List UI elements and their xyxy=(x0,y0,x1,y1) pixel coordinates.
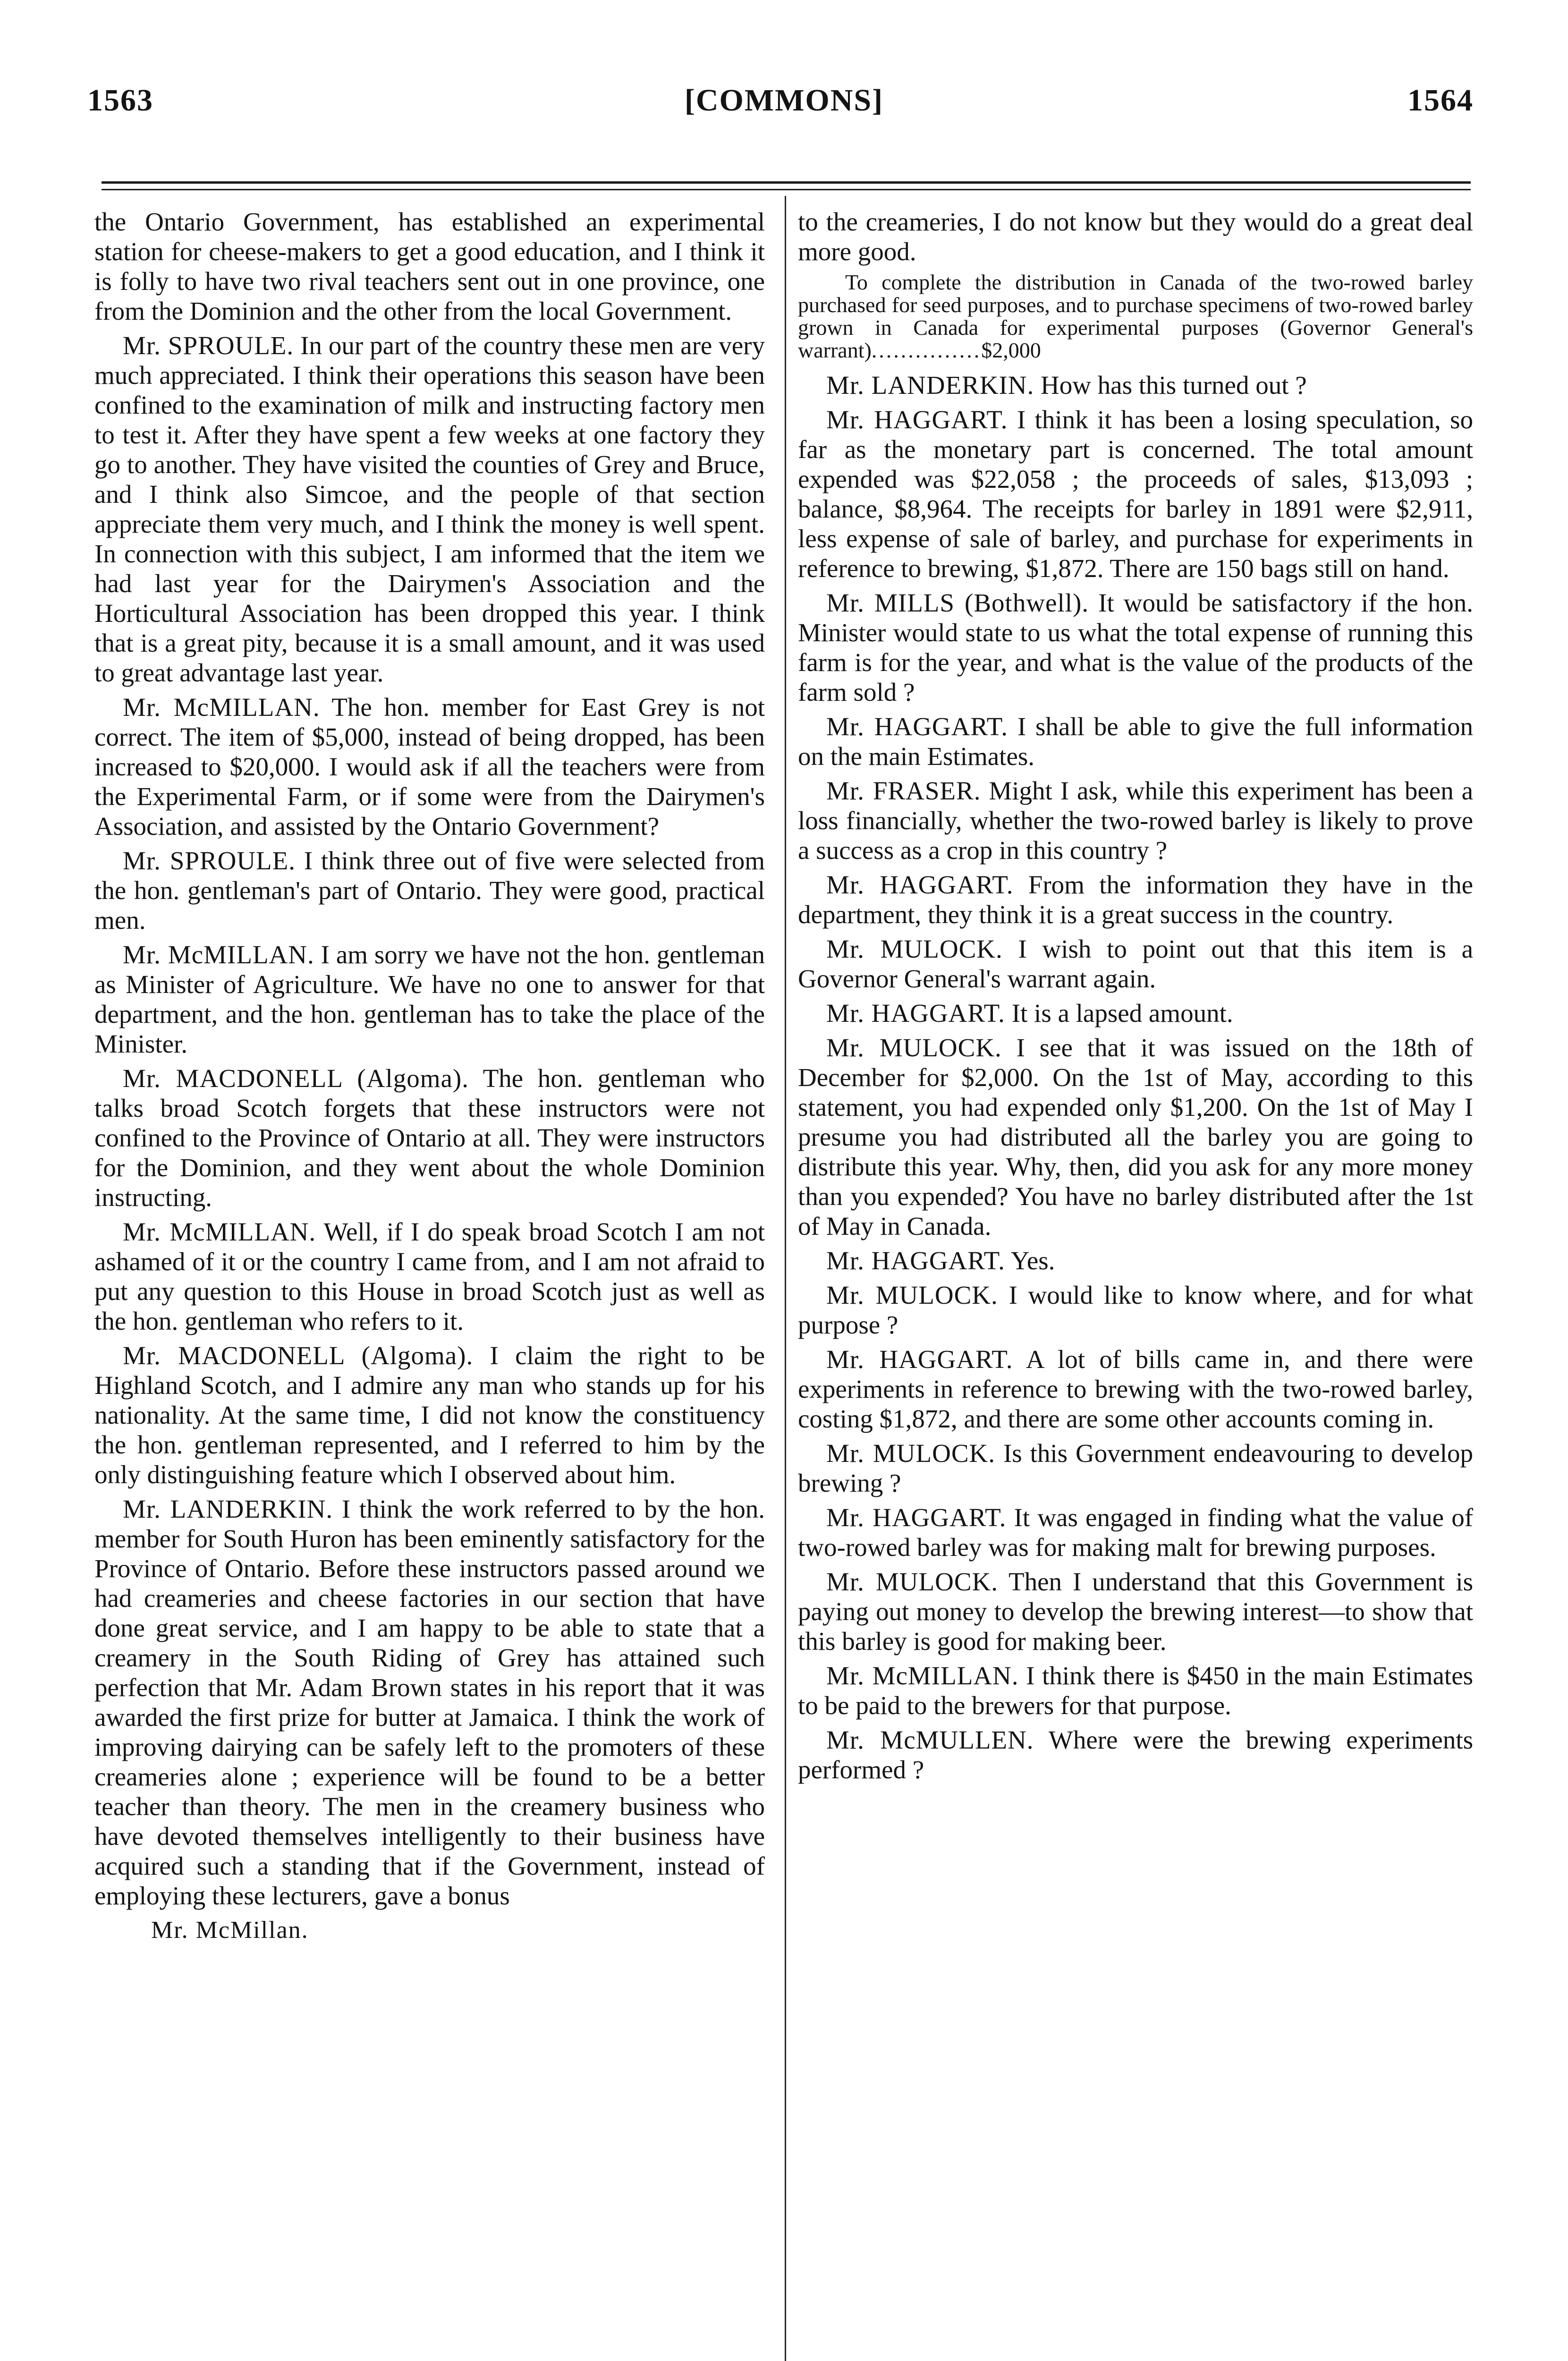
speech-paragraph xyxy=(94,692,765,841)
speaker-name: Mr. HAGGART. xyxy=(826,712,1009,741)
speech-text: Where were the brewing experiments performed ? xyxy=(798,1725,1473,1784)
leader-dots: ............... xyxy=(871,338,982,362)
speech-paragraph xyxy=(798,1280,1473,1340)
header-rule-thin xyxy=(102,189,1471,190)
speaker-name: Mr. McMILLAN. xyxy=(123,693,320,722)
speaker-name: Mr. McMILLAN. xyxy=(123,940,314,969)
speech-text: In our part of the country these men are very much appreciated. I think their operations this season have been confined to the examination of milk and instructing factory men to test it. After they have spent a few weeks at one factory they go to another. They have visited the counties of Grey and Bruce, and I think also Simcoe, and the people of that section appreciate them very much, and I think the money is well spent. In connection with this subject, I am informed that the item we had last year for the Dairymen's Association and the Horticultural Association has been dropped this year. I think that is a great pity, because it is a small amount, and it was used to great advantage last year. xyxy=(94,331,765,687)
speech-paragraph xyxy=(94,1063,765,1212)
speech-paragraph xyxy=(798,1344,1473,1434)
speech-text: It was engaged in finding what the value of two-rowed barley was for making malt for brewing purposes. xyxy=(798,1503,1473,1562)
speaker-name: Mr. HAGGART. xyxy=(826,870,1014,899)
speech-paragraph xyxy=(798,1567,1473,1656)
right-page-number: 1564 xyxy=(1407,83,1474,118)
speaker-name: Mr. LANDERKIN. xyxy=(826,371,1034,399)
speech-text: The hon. gentleman who talks broad Scotch forgets that these instructors were not confined to the Province of Ontario at all. They were instructors for the Dominion, and they went about the whole Dominion instructing. xyxy=(94,1064,765,1212)
speech-text: Yes. xyxy=(1010,1246,1055,1275)
speaker-name: Mr. MULOCK. xyxy=(826,934,1003,963)
speech-paragraph xyxy=(798,370,1473,400)
speech-text: I claim the right to be Highland Scotch, and I admire any man who stands up for his nationality. At the same time, I did not know the constituency the hon. gentleman represented, and I referred to him by the only distinguishing feature which I observed about him. xyxy=(94,1341,765,1489)
column-divider xyxy=(785,196,786,2361)
speech-paragraph xyxy=(798,405,1473,583)
speech-paragraph xyxy=(798,1661,1473,1720)
speech-paragraph xyxy=(798,712,1473,771)
speech-paragraph xyxy=(798,588,1473,707)
speech-paragraph xyxy=(94,331,765,688)
speaker-name: Mr. MULOCK. xyxy=(826,1439,995,1468)
speech-paragraph xyxy=(94,1217,765,1336)
speaker-name: Mr. MULOCK. xyxy=(826,1567,998,1596)
speaker-name: Mr. McMILLAN. xyxy=(826,1661,1019,1690)
speech-paragraph xyxy=(798,1246,1473,1275)
speech-paragraph xyxy=(94,846,765,935)
speech-text: The hon. member for East Grey is not correct. The item of $5,000, instead of being dropped, has been increased to $20,000. I would ask if all the teachers were from the Experimental Farm, or if some were from the Dairymen's Association, and assisted by the Ontario Government? xyxy=(94,693,765,841)
speech-text: Then I understand that this Government is paying out money to develop the brewing interest—to show that this barley is good for making beer. xyxy=(798,1567,1473,1656)
speech-text: I think three out of five were selected from the hon. gentleman's part of Ontario. They were good, practical men. xyxy=(94,846,765,934)
speech-paragraph xyxy=(798,1438,1473,1498)
speaker-name: Mr. HAGGART. xyxy=(826,1503,1007,1532)
speech-paragraph xyxy=(798,1725,1473,1784)
speech-text: A lot of bills came in, and there were experiments in reference to brewing with the two-rowed barley, costing $1,872, and there are some other accounts coming in. xyxy=(798,1345,1473,1433)
paragraph xyxy=(798,207,1473,266)
paragraph-text: the Ontario Government, has established an experimental station for cheese-makers to get a good education, and I think it is folly to have two rival teachers sent out in one province, one from the Dominion and the other from the local Government. xyxy=(94,207,765,325)
speech-paragraph xyxy=(94,940,765,1059)
speech-text: How has this turned out ? xyxy=(1040,371,1307,399)
speaker-name: Mr. HAGGART. xyxy=(826,1345,1013,1374)
left-column xyxy=(94,207,765,2361)
speaker-name: Mr. MILLS (Bothwell). xyxy=(826,588,1089,617)
speech-text: I see that it was issued on the 18th of December for $2,000. On the 1st of May, according to this statement, you had expended only $1,200. On the 1st of May I presume you had distributed all the barley you are going to distribute this year. Why, then, did you ask for any more money than you expended? You have no barley distributed after the 1st of May in Canada. xyxy=(798,1033,1473,1240)
speech-paragraph xyxy=(798,998,1473,1028)
speaker-name: Mr. LANDERKIN. xyxy=(123,1495,333,1523)
speech-text: I wish to point out that this item is a Governor General's warrant again. xyxy=(798,934,1473,993)
speech-text: I think the work referred to by the hon. member for South Huron has been eminently satisfactory for the Province of Ontario. Before these instructors passed around we had creameries and cheese factories in our section that have done great service, and I am happy to be able to state that a creamery in the South Riding of Grey has attained such perfection that Mr. Adam Brown states in his report that it was awarded the first prize for butter at Jamaica. I think the work of improving dairying can be safely left to the promoters of these creameries alone ; experience will be found to be a better teacher than theory. The men in the creamery business who have devoted themselves intelligently to their business have acquired such a standing that if the Government, instead of employing these lecturers, gave a bonus xyxy=(94,1495,765,1910)
speech-text: Is this Government endeavouring to develop brewing ? xyxy=(798,1439,1473,1497)
speaker-name: Mr. MACDONELL (Algoma). xyxy=(123,1341,474,1370)
speech-text: I think there is $450 in the main Estimates to be paid to the brewers for that purpose. xyxy=(798,1661,1473,1720)
speech-paragraph xyxy=(798,870,1473,929)
speech-text: I shall be able to give the full information on the main Estimates. xyxy=(798,712,1473,771)
running-title: [COMMONS] xyxy=(684,83,884,118)
speech-text: Well, if I do speak broad Scotch I am not ashamed of it or the country I came from, and I am not afraid to put any question to this House in broad Scotch just as well as the hon. gentleman who refers to it. xyxy=(94,1217,765,1335)
speech-text: It would be satisfactory if the hon. Minister would state to us what the total expense of running this farm is for the year, and what is the value of the products of the farm sold ? xyxy=(798,588,1473,706)
speech-text: From the information they have in the department, they think it is a great success in the country. xyxy=(798,870,1473,929)
paragraph-text: to the creameries, I do not know but they would do a great deal more good. xyxy=(798,207,1473,266)
speaker-name: Mr. SPROULE. xyxy=(123,846,296,875)
speaker-name: Mr. FRASER. xyxy=(826,776,981,805)
speaker-name: Mr. HAGGART. xyxy=(826,1246,1005,1275)
speaker-name: Mr. SPROULE. xyxy=(123,331,294,360)
speech-text: It is a lapsed amount. xyxy=(1011,999,1233,1028)
speech-paragraph xyxy=(798,776,1473,865)
speech-paragraph xyxy=(798,1033,1473,1241)
speech-text: I am sorry we have not the hon. gentleman as Minister of Agriculture. We have no one to answer for that department, and the hon. gentleman has to take the place of the Minister. xyxy=(94,940,765,1058)
speaker-name: Mr. HAGGART. xyxy=(826,405,1008,434)
speaker-name: Mr. MULOCK. xyxy=(826,1033,1002,1062)
speech-paragraph xyxy=(94,1494,765,1911)
speech-text: Might I ask, while this experiment has been a loss financially, whether the two-rowed barley is likely to prove a success as a crop in this country ? xyxy=(798,776,1473,865)
estimate-item xyxy=(798,271,1473,362)
speaker-name: Mr. McMILLAN. xyxy=(123,1217,316,1246)
speech-paragraph xyxy=(798,1503,1473,1562)
speaker-name: Mr. HAGGART. xyxy=(826,999,1005,1028)
estimate-item-text: To complete the distribution in Canada of the two-rowed barley purchased for seed purposes, and to purchase specimens of two-rowed barley grown in Canada for experimental purposes (Governor General's warrant)...............$2,000 xyxy=(798,270,1473,362)
speech-paragraph xyxy=(798,934,1473,994)
right-column xyxy=(798,207,1473,2361)
left-page-number: 1563 xyxy=(87,83,153,118)
paragraph xyxy=(94,207,765,326)
speaker-name: Mr. MACDONELL (Algoma). xyxy=(123,1064,469,1093)
speech-text: I would like to know where, and for what purpose ? xyxy=(798,1281,1473,1339)
catchword-signature: Mr. McMillan. xyxy=(151,1917,309,1944)
page-header xyxy=(0,0,1568,142)
header-rule-thick xyxy=(102,181,1471,184)
speaker-name: Mr. MULOCK. xyxy=(826,1281,998,1309)
speech-text: I think it has been a losing speculation, so far as the monetary part is concerned. The total amount expended was $22,058 ; the proceeds of sales, $13,093 ; balance, $8,964. The receipts for barley in 1891 were $2,911, less expense of sale of barley, and purchase for experiments in reference to brewing, $1,872. There are 150 bags still on hand. xyxy=(798,405,1473,583)
speaker-name: Mr. McMULLEN. xyxy=(826,1725,1034,1754)
speech-paragraph xyxy=(94,1341,765,1489)
estimate-amount: $2,000 xyxy=(981,338,1041,362)
